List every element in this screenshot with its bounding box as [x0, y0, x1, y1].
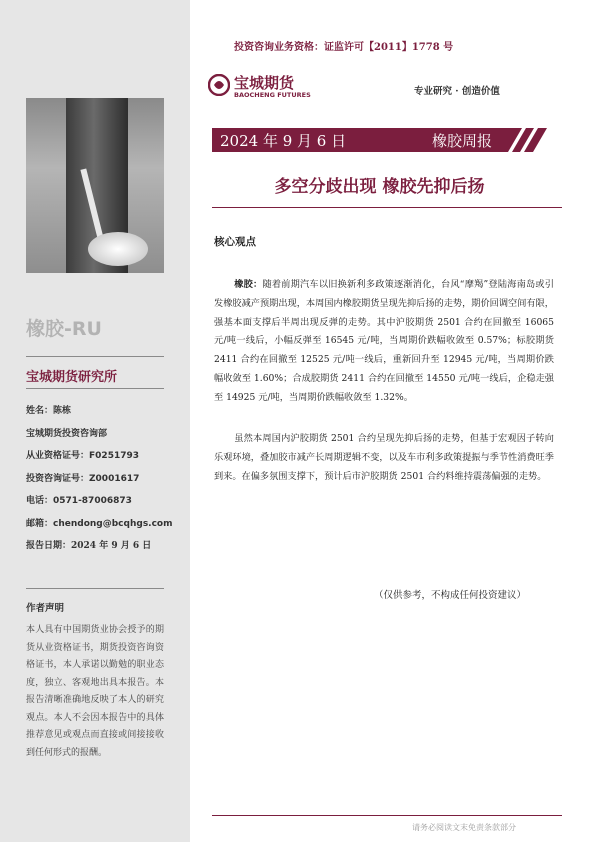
analyst-row — [26, 535, 186, 558]
headline-divider — [212, 207, 562, 208]
slogan: 专业研究 · 创造价值 — [414, 86, 500, 97]
banner-date: 2024 年 9 月 6 日 — [220, 132, 347, 150]
logo-text-en: BAOCHENG FUTURES — [234, 91, 311, 99]
analyst-label: 邮箱： — [26, 518, 54, 529]
author-declaration-body: 本人具有中国期货业协会授予的期货从业资格证书，期货投资咨询资格证书，本人承诺以勤勉的职业态度，独立、客观地出具本报告。本报告清晰准确地反映了本人的研究观点。本人不会因本报告中的具体推荐意见或观点而直接或间接接收到任何形式的报酬。 — [26, 625, 164, 758]
core-view-title: 核心观点 — [214, 236, 256, 248]
analyst-row — [26, 423, 186, 446]
analyst-row — [26, 513, 186, 536]
paragraph-lead: 橡胶： — [234, 279, 263, 290]
research-institute: 宝城期货研究所 — [26, 370, 118, 385]
analyst-row — [26, 490, 186, 513]
analyst-info — [26, 400, 186, 558]
product-code: 橡胶-RU — [26, 318, 102, 340]
footer-divider — [212, 815, 562, 816]
report-date: 2024 年 9 月 6 日 — [71, 541, 152, 551]
analyst-row — [26, 400, 186, 423]
rubber-tree-photo — [26, 98, 164, 273]
analyst-label: 电话： — [26, 496, 54, 506]
core-paragraph-2: 虽然本周国内沪胶期货 2501 合约呈现先抑后扬的走势，但基于宏观因子转向乐观环境，叠加胶市减产长周期逻辑不变，以及车市利多政策提振与季节性消费旺季到来。在偏多氛围支撑下，预计后市沪胶期货 2501 合约料维持震荡偏强的走势。 — [214, 433, 554, 482]
email-address: chendong@bcqhgs.com — [53, 518, 173, 529]
logo-mark-icon — [208, 74, 230, 96]
analyst-row — [26, 445, 186, 468]
analyst-name: 陈栋 — [53, 406, 72, 416]
footer-note: 请务必阅读文末免责条款部分 — [412, 823, 516, 832]
sidebar-divider — [26, 588, 164, 589]
license-text: 投资咨询业务资格：证监许可【2011】1778 号 — [234, 42, 454, 53]
core-paragraph-1 — [214, 276, 554, 408]
sidebar-divider — [26, 388, 164, 389]
logo-text-cn: 宝城期货 — [234, 74, 295, 92]
consulting-number: Z0001617 — [89, 473, 140, 484]
sidebar-divider — [26, 356, 164, 357]
paragraph-text: 随着前期汽车以旧换新利多政策逐渐消化，台风“摩羯”登陆海南岛或引发橡胶减产预期出现，本周国内橡胶期货呈现先抑后扬的走势，期价回调空间有限，强基本面支撑后半周出现反弹的走势。其中沪胶期货 2501 合约在回撤至 16065 元/吨一线后，小幅反弹至 16545 元/吨，当周期价跌幅收敛至 0.57%；标胶期货 2411 合约在回撤至 12525 元/吨一线后，重新回升至 12945 元/吨，当周期价跌幅收敛至 1.60%；合成胶期货 2411 合约在回撤至 14550 元/吨一线后，企稳走强至 14925 元/吨，当周期价跌幅收敛至 1.32%。 — [214, 279, 554, 403]
qualification-number: F0251793 — [89, 451, 139, 461]
analyst-label: 投资咨询证号： — [26, 473, 90, 484]
author-declaration-title: 作者声明 — [26, 603, 65, 614]
report-headline: 多空分歧出现 橡胶先抑后扬 — [274, 177, 485, 197]
report-banner — [212, 128, 547, 152]
analyst-label: 报告日期： — [26, 541, 72, 551]
analyst-label: 从业资格证号： — [26, 451, 90, 461]
banner-report-type: 橡胶周报 — [432, 132, 493, 150]
sidebar — [0, 0, 190, 842]
reference-disclaimer: （仅供参考，不构成任何投资建议） — [374, 590, 527, 601]
analyst-row — [26, 468, 186, 491]
analyst-label: 姓名： — [26, 406, 54, 416]
phone-number: 0571-87006873 — [53, 496, 132, 506]
analyst-department: 宝城期货投资咨询部 — [26, 428, 108, 439]
latex-cup — [88, 232, 148, 266]
